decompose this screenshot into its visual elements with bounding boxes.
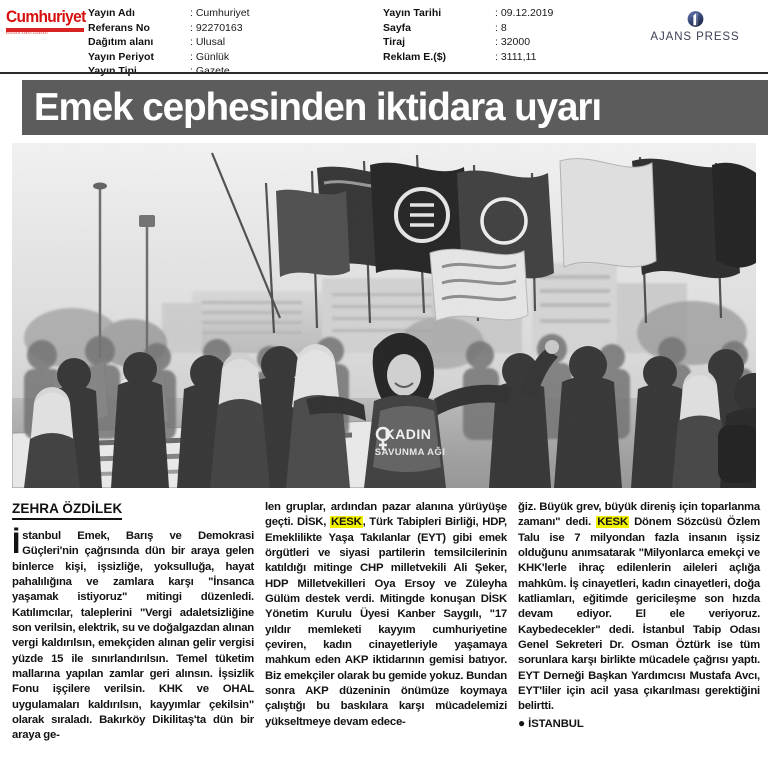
article-place-tag bbox=[518, 716, 760, 730]
metadata-left-block bbox=[88, 7, 250, 79]
article-dropcap: İ bbox=[12, 527, 21, 560]
meta-value-sayfa: : 8 bbox=[495, 22, 553, 36]
ajans-press-logo bbox=[636, 9, 754, 43]
article-column-1 bbox=[12, 500, 254, 765]
article-column1-text: stanbul Emek, Barış ve Demokrasi Güçleri'nin çağrısında dün bir araya gelen binlerce kişi, işsizliğe, yoksulluğa, hayat pahalılığına ve zamlara karşı "İnsanca yaşamak istiyoruz" mitingi düzenledi. Katılımcılar, taleplerini "Vergi adaletsizliğine son verilsin, elektrik, su ve doğalgazdan alınan vergi kaldırılsın, emekçiden alınan gelir vergisi yüzde 15 ile sınırlandırılsın. Temel tüketim mallarına yapılan zamlar geri alınsın. İşsizlik Fonu işçilere verilsin. KHK ve OHAL uygulamaları kaldırılsın, kayyımlar çekilsin" olarak sıraladı. Bakırköy Dikilitaş'ta dün bir araya ge- bbox=[12, 530, 254, 742]
article-column3-text-part1: ğiz. Büyük grev, büyük direniş için toparlanma zamanı" dedi. bbox=[518, 501, 760, 529]
kesk-highlight-2: KESK bbox=[597, 516, 628, 529]
headline-banner bbox=[22, 80, 768, 135]
clipping-header bbox=[0, 0, 768, 78]
header-divider bbox=[0, 72, 768, 74]
article-column-2 bbox=[265, 500, 507, 765]
meta-value-tiraj: : 32000 bbox=[495, 36, 553, 50]
meta-label-tiraj: Tiraj bbox=[383, 36, 405, 49]
article-column2-text-part1: len gruplar, ardından pazar alanına yürüyüşe geçti. DİSK, bbox=[265, 501, 507, 529]
meta-label-dagitim-alani: Dağıtım alanı bbox=[88, 36, 154, 49]
meta-value-reklam: : 3111,11 bbox=[495, 51, 553, 65]
meta-label-referans-no: Referans No bbox=[88, 21, 150, 34]
masthead-name: Cumhuriyet bbox=[6, 8, 86, 26]
cumhuriyet-masthead-logo bbox=[6, 9, 86, 35]
article-paragraph-1 bbox=[12, 529, 254, 744]
article-column2-text-part2: , Türk Tabipleri Birliği, HDP, Emeklilikte Yaşa Takılanlar (EYT) gibi emek örgütleri ve siyasi partilerin temsilcilerinin katıldığı mitinge CHP milletvekili Ali Şeker, HDP Milletvekilleri Oya Ersoy ve Züleyha Gülüm destek verdi. Mitingde konuşan DİSK Yönetim Kurulu Üyesi Kanber Saygılı, "17 yıldır memleketi kayyım cumhuriyetine çeviren, kadın cinayetleriyle yaşamaya mahkum eden AKP iktidarının gemisi batıyor. Biz emekçiler olarak bu gemide yokuz. Bundan sonra AKP düzeninin önümüze koymaya çalıştığı bu baskılara karşı mücadelemizi yükseltmeye devam edece- bbox=[265, 516, 507, 728]
ajans-press-circle-icon bbox=[685, 9, 706, 30]
meta-value-dagitim-alani: : Ulusal bbox=[190, 36, 250, 50]
meta-label-reklam: Reklam E.($) bbox=[383, 50, 447, 63]
article-paragraph-3 bbox=[518, 500, 760, 715]
masthead-tagline: BAGIMSIZ SABAH GAZETESI bbox=[6, 32, 84, 35]
masthead-rule bbox=[6, 28, 84, 32]
meta-value-yayin-adi: : Cumhuriyet bbox=[190, 7, 250, 21]
article-column3-text-part2: Dönem Sözcüsü Özlem Talu ise 7 milyondan fazla insanın işsiz olduğunu anımsatarak "Milyonlarca emekçi ve KHK'lerle ihraç edilenlerin aileleri açlığa mahkûm. İş cinayetleri, kadın cinayetleri, doğa katliamları, eğitimde gericileşme son hızda devam ediyor. El ele veriyoruz. Kaybedecekler" dedi. İstanbul Tabip Odası Genel Sekreteri Dr. Osman Öztürk ise tüm sorunlara karşı birlikte mücadele çağrısı yaptı. EYT Derneği Başkan Yardımcısı Mustafa Avcı, EYT'liler için acil yasa çıkarılması gerektiğini belirtti. bbox=[518, 516, 760, 713]
meta-value-yayin-periyot: : Günlük bbox=[190, 51, 250, 65]
article-byline: ZEHRA ÖZDİLEK bbox=[12, 501, 122, 520]
headline-title: Emek cephesinden iktidara uyarı bbox=[33, 85, 601, 129]
meta-label-yayin-adi: Yayın Adı bbox=[88, 7, 135, 19]
article-column-3 bbox=[518, 500, 760, 765]
article-paragraph-2 bbox=[265, 500, 507, 730]
bullet-icon: ● bbox=[518, 715, 526, 730]
metadata-right-block bbox=[383, 7, 553, 64]
ajans-press-name: AJANS PRESS bbox=[650, 31, 740, 43]
protest-rally-photograph bbox=[12, 143, 756, 488]
meta-value-referans-no: : 92270163 bbox=[190, 22, 250, 36]
article-body bbox=[12, 500, 760, 765]
kesk-highlight-1: KESK bbox=[330, 516, 362, 529]
meta-label-yayin-periyot: Yayın Periyot bbox=[88, 50, 154, 63]
place-name: İSTANBUL bbox=[528, 717, 584, 730]
meta-value-yayin-tarihi: : 09.12.2019 bbox=[495, 7, 553, 21]
meta-label-yayin-tarihi: Yayın Tarihi bbox=[383, 7, 442, 19]
meta-label-sayfa: Sayfa bbox=[383, 21, 412, 34]
article-photo bbox=[12, 143, 756, 488]
